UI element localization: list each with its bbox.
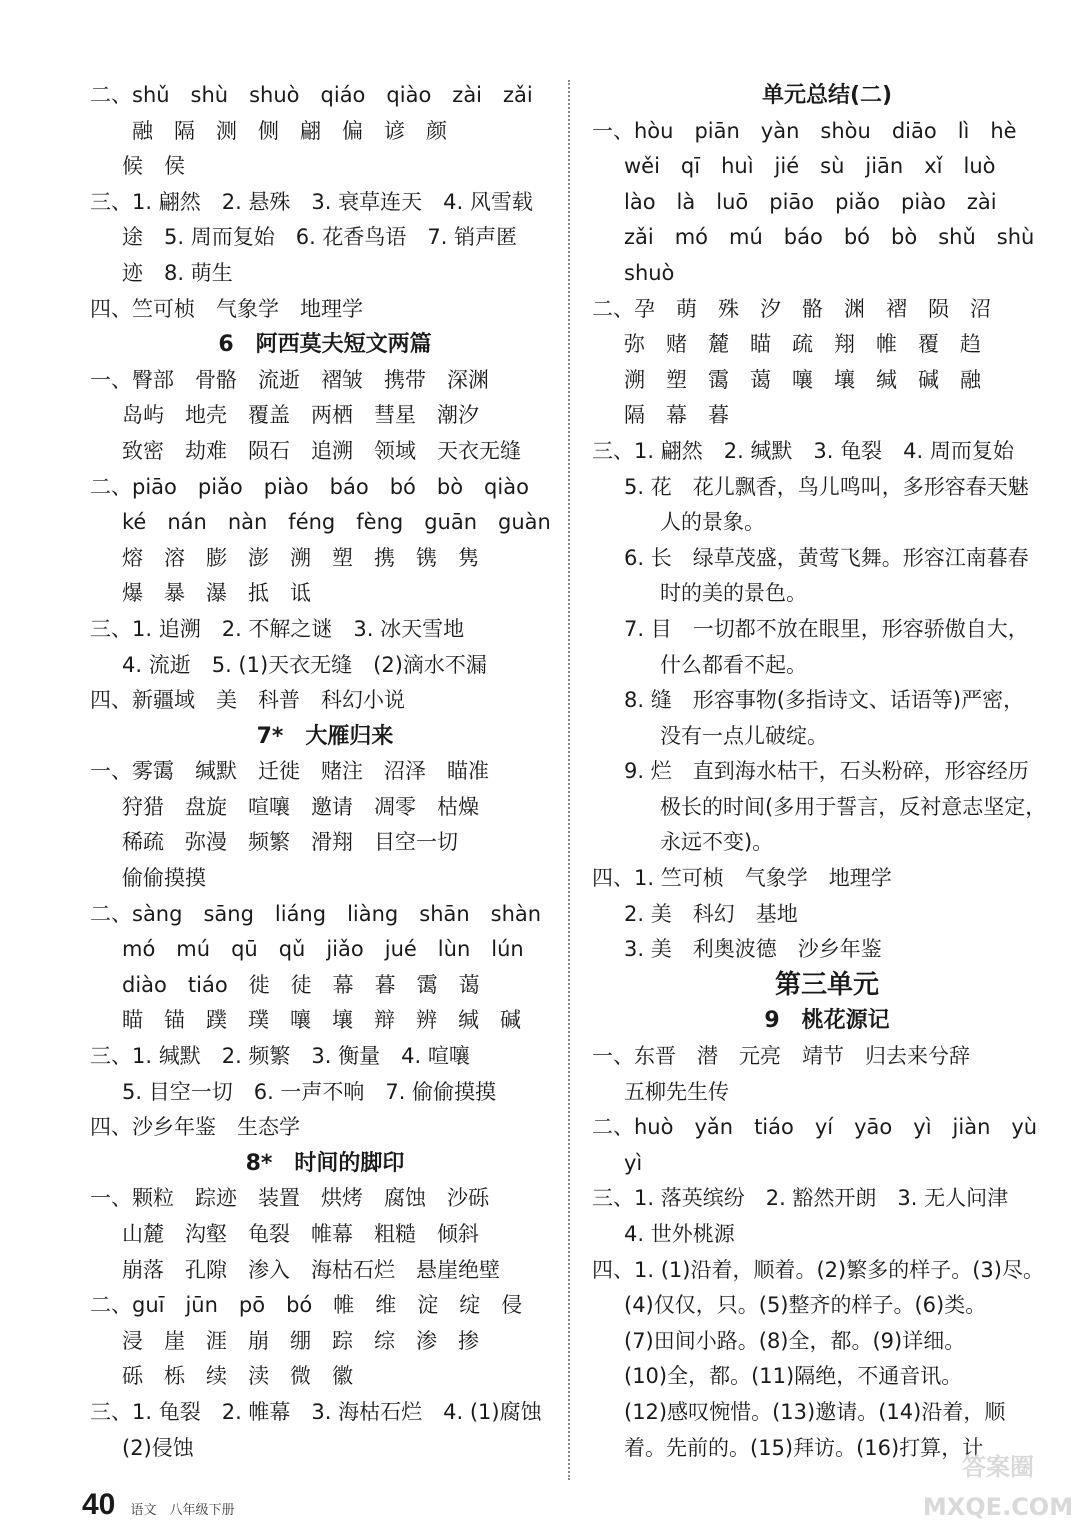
- answer-line: 溯 塑 霭 蔼 嚷 壤 缄 碱 融: [624, 367, 981, 392]
- answer-line: 瞄 锚 蹼 璞 嚷 壤 辩 辨 缄 碱: [122, 1008, 521, 1033]
- answer-line: 弥 赌 麓 瞄 疏 翔 帷 覆 趋: [624, 332, 981, 357]
- answer-line: 3. 美 利奥波德 沙乡年鉴: [624, 937, 882, 962]
- answer-line: 二、shǔ shù shuò qiáo qiào zài zǎi: [90, 83, 533, 107]
- answer-line: 9. 烂 直到海水枯干，石头粉碎，形容经历: [624, 759, 1029, 784]
- answer-line: 2. 美 科幻 基地: [624, 901, 798, 926]
- answer-line: 4. 世外桃源: [624, 1222, 735, 1246]
- column-divider: [568, 80, 570, 1480]
- answer-line: 人的景象。: [660, 510, 765, 535]
- answer-line: 四、1. 竺可桢 气象学 地理学: [592, 866, 892, 891]
- answer-line: 4. 流逝 5. (1)天衣无缝 (2)滴水不漏: [122, 652, 487, 677]
- answer-line: shuò: [624, 260, 675, 285]
- answer-line: 浸 崖 涯 崩 绷 踪 综 渗 掺: [122, 1328, 479, 1353]
- answer-line: 一、雾霭 缄默 迁徙 赌注 沼泽 瞄准: [90, 759, 489, 784]
- answer-line: 狩猎 盘旋 喧嚷 邀请 凋零 枯燥: [122, 794, 479, 819]
- answer-line: 崩落 孔隙 渗入 海枯石烂 悬崖绝壁: [122, 1257, 500, 1282]
- answer-line: 致密 劫难 陨石 追溯 领域 天衣无缝: [122, 438, 521, 463]
- answer-line: (7)田间小路。(8)全，都。(9)详细。: [624, 1328, 966, 1353]
- answer-line: 一、臀部 骨骼 流逝 褶皱 携带 深渊: [90, 367, 489, 392]
- answer-line: 三、1. 翩然 2. 悬殊 3. 衰草连天 4. 风雪载: [90, 189, 533, 214]
- answer-line: (2)侵蚀: [122, 1435, 194, 1460]
- section-heading: 9 桃花源记: [764, 1008, 890, 1034]
- section-heading: 6 阿西莫夫短文两篇: [218, 332, 432, 358]
- answer-line: wěi qī huì jié sù jiān xǐ luò: [624, 154, 996, 179]
- answer-line: lào là luō piāo piǎo piào zài: [624, 189, 997, 214]
- answer-line: 什么都看不起。: [660, 652, 807, 677]
- answer-line: ké nán nàn féng fèng guān guàn: [122, 510, 551, 535]
- answer-line: 四、竺可桢 气象学 地理学: [90, 296, 363, 321]
- answer-line: yì: [624, 1150, 643, 1175]
- answer-line: 5. 目空一切 6. 一声不响 7. 偷偷摸摸: [122, 1079, 497, 1104]
- answer-line: 山麓 沟壑 龟裂 帷幕 粗糙 倾斜: [122, 1222, 479, 1246]
- answer-line: 隔 幕 暮: [624, 403, 729, 428]
- answer-line: 偷偷摸摸: [122, 866, 206, 891]
- answer-line: 候 侯: [122, 154, 185, 179]
- answer-line: (12)感叹惋惜。(13)邀请。(14)沿着，顺: [624, 1399, 1006, 1424]
- answer-line: 迹 8. 萌生: [122, 260, 233, 285]
- answer-line: 四、新疆域 美 科普 科幻小说: [90, 688, 405, 713]
- answer-line: 五柳先生传: [624, 1079, 729, 1104]
- answer-line: 极长的时间(多用于誓言，反衬意志坚定，: [660, 794, 1047, 819]
- answer-line: 二、huò yǎn tiáo yí yāo yì jiàn yù: [592, 1115, 1038, 1140]
- answer-line: 一、颗粒 踪迹 装置 烘烤 腐蚀 沙砾: [90, 1186, 489, 1211]
- subject-label: 语文 八年级下册: [130, 1503, 235, 1518]
- section-heading: 8* 时间的脚印: [245, 1150, 405, 1176]
- answer-line: (4)仅仅，只。(5)整齐的样子。(6)类。: [624, 1293, 987, 1318]
- answer-line: 二、sàng sāng liáng liàng shān shàn: [90, 901, 542, 926]
- answer-line: 砾 栎 续 渎 微 徽: [122, 1364, 353, 1389]
- answer-line: 三、1. 缄默 2. 频繁 3. 衡量 4. 喧嚷: [90, 1044, 470, 1069]
- answer-line: mó mú qū qǔ jiǎo jué lùn lún: [122, 937, 524, 962]
- watermark-logo: [910, 1435, 1085, 1530]
- answer-line: (10)全，都。(11)隔绝，不通音讯。: [624, 1364, 963, 1389]
- answer-line: 四、沙乡年鉴 生态学: [90, 1115, 300, 1140]
- answer-line: diào tiáo 徙 徒 幕 暮 霭 蔼: [122, 972, 480, 997]
- answer-line: 二、guī jūn pō bó 帷 维 淀 绽 侵: [90, 1293, 523, 1318]
- answer-line: 着。先前的。(15)拜访。(16)打算，计: [624, 1435, 984, 1460]
- answer-line: 6. 长 绿草茂盛，黄莺飞舞。形容江南暮春: [624, 545, 1029, 570]
- answer-line: 7. 目 一切都不放在眼里，形容骄傲自大，: [624, 616, 1029, 641]
- answer-line: 四、1. (1)沿着，顺着。(2)繁多的样子。(3)尽。: [592, 1257, 1044, 1282]
- answer-line: 8. 缝 形容事物(多指诗文、话语等)严密，: [624, 688, 1025, 713]
- answer-line: 三、1. 落英缤纷 2. 豁然开朗 3. 无人问津: [592, 1186, 1009, 1211]
- answer-line: 熔 溶 膨 澎 溯 塑 携 镌 隽: [122, 545, 479, 570]
- watermark-line2: MXQE.COM: [922, 1493, 1074, 1521]
- answer-line: zǎi mó mú báo bó bò shǔ shù: [624, 225, 1035, 250]
- answer-line: 爆 暴 瀑 抵 诋: [122, 581, 311, 606]
- answer-line: 三、1. 追溯 2. 不解之谜 3. 冰天雪地: [90, 616, 465, 641]
- right-column: [592, 78, 1062, 1466]
- answer-line: 二、孕 萌 殊 汐 骼 渊 褶 陨 沼: [592, 296, 991, 321]
- page-footer: [82, 1488, 234, 1522]
- answer-line: 一、东晋 潜 元亮 靖节 归去来兮辞: [592, 1044, 970, 1069]
- answer-line: 5. 花 花儿飘香，鸟儿鸣叫，多形容春天魅: [624, 474, 1029, 499]
- answer-line: 稀疏 弥漫 频繁 滑翔 目空一切: [122, 830, 458, 855]
- section-heading: 7* 大雁归来: [256, 723, 394, 749]
- answer-line: 途 5. 周而复始 6. 花香鸟语 7. 销声匿: [122, 225, 518, 250]
- answer-line: 岛屿 地壳 覆盖 两栖 彗星 潮汐: [122, 403, 479, 428]
- answer-line: 三、1. 龟裂 2. 帷幕 3. 海枯石烂 4. (1)腐蚀: [90, 1399, 542, 1424]
- section-heading: 单元总结(二): [761, 83, 893, 108]
- answer-line: 融 隔 测 侧 翩 偏 谚 颜: [132, 118, 447, 143]
- answer-line: 没有一点儿破绽。: [660, 723, 828, 748]
- answer-line: 永远不变)。: [660, 830, 774, 855]
- page-number: 40: [82, 1488, 116, 1521]
- answer-line: 三、1. 翩然 2. 缄默 3. 龟裂 4. 周而复始: [592, 438, 1014, 463]
- answer-line: 一、hòu piān yàn shòu diāo lì hè: [592, 118, 1017, 143]
- section-heading: 第三单元: [774, 969, 879, 1000]
- answer-line: 二、piāo piǎo piào báo bó bò qiào: [90, 474, 529, 499]
- answer-line: 时的美的景色。: [660, 581, 807, 606]
- left-column: [90, 78, 560, 1466]
- watermark-line1: 答案圈: [962, 1453, 1034, 1481]
